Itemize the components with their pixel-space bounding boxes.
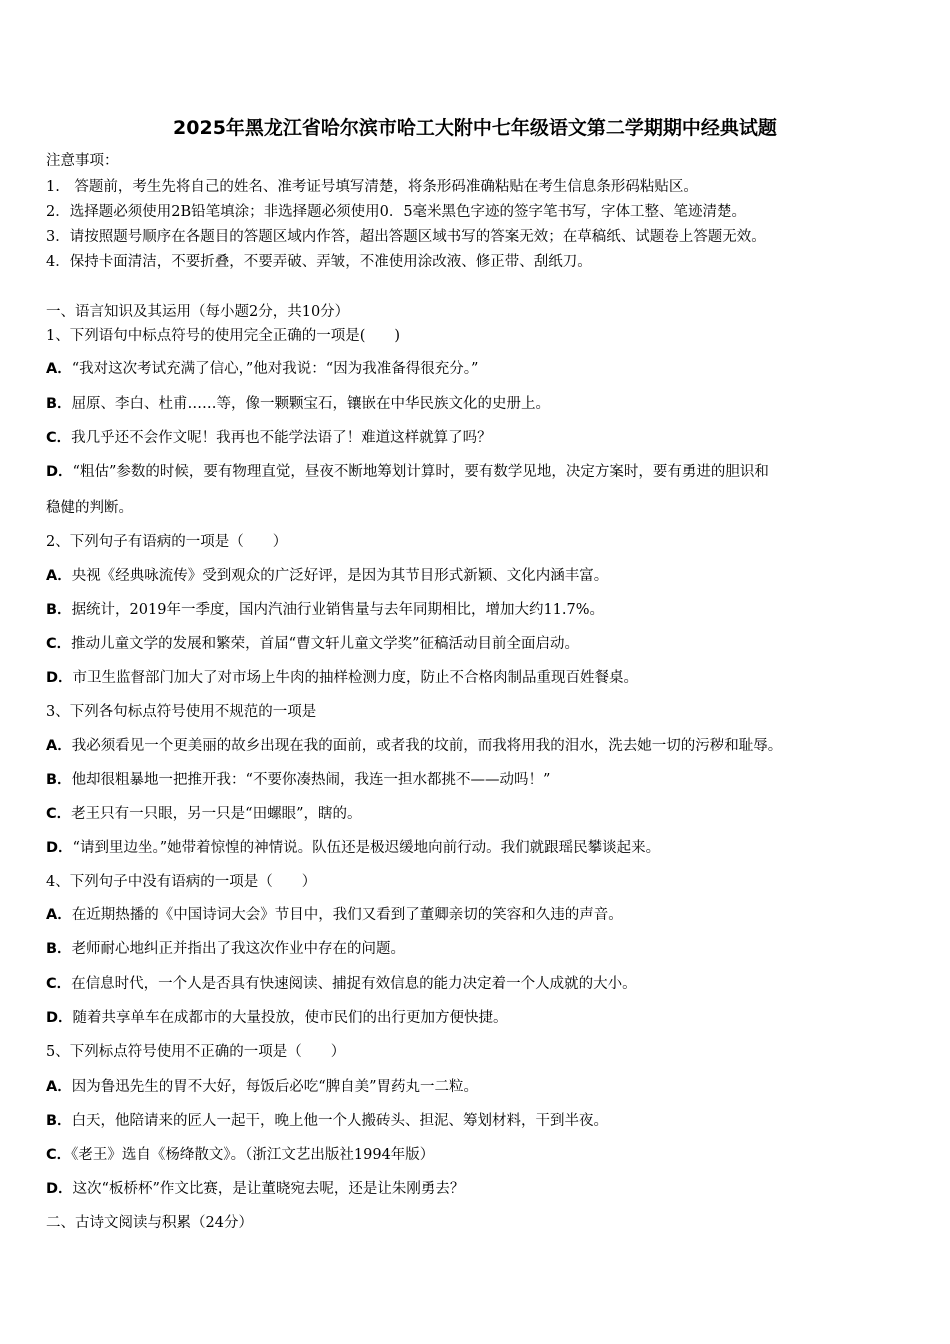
- notice-heading: 注意事项：: [46, 153, 119, 169]
- option-letter: D．: [46, 840, 73, 856]
- option-text: 《老王》选自《杨绛散文》。（浙江文艺出版社1994年版）: [71, 1147, 435, 1163]
- option-letter: C．: [46, 430, 72, 446]
- option-text: 随着共享单车在成都市的大量投放，使市民们的出行更加方便快捷。: [72, 1010, 508, 1026]
- option-letter: A．: [46, 1079, 72, 1095]
- option-text: 白天，他陪请来的匠人一起干，晚上他一个人搬砖头、担泥、筹划材料，干到半夜。: [71, 1113, 609, 1129]
- question-stem: 1、下列语句中标点符号的使用完全正确的一项是( ): [46, 328, 401, 344]
- option-text: “请到里边坐。”她带着惊惶的神情说。队伍还是极迟缓地向前行动。我们就跟瑶民攀谈起来。: [72, 840, 661, 856]
- option-letter: B．: [46, 772, 72, 788]
- option-letter: B．: [46, 396, 72, 412]
- section-heading: 二、古诗文阅读与积累（24分）: [46, 1215, 253, 1231]
- option-letter: A．: [46, 361, 72, 377]
- option-text: 央视《经典咏流传》受到观众的广泛好评，是因为其节目形式新颖、文化内涵丰富。: [71, 568, 609, 584]
- question-option: [46, 668, 638, 688]
- option-text: 老师耐心地纠正并指出了我这次作业中存在的问题。: [71, 941, 406, 957]
- option-letter: B．: [46, 602, 72, 618]
- option-letter: C．: [46, 1147, 72, 1163]
- option-text: 他却很粗暴地一把推开我：“不要你凑热闹，我连一担水都挑不——动吗！”: [71, 772, 551, 788]
- option-text: 因为鲁迅先生的胃不大好，每饭后必吃“脾自美”胃药丸一二粒。: [71, 1079, 479, 1095]
- option-letter: A．: [46, 907, 72, 923]
- question-option: [46, 736, 782, 756]
- page-title: 2025年黑龙江省哈尔滨市哈工大附中七年级语文第二学期期中经典试题: [173, 117, 777, 139]
- option-letter: D．: [46, 1010, 73, 1026]
- option-letter: B．: [46, 941, 72, 957]
- section-heading: 一、语言知识及其运用（每小题2分，共10分）: [46, 304, 350, 320]
- option-letter: C．: [46, 976, 72, 992]
- question-option: [46, 462, 769, 482]
- question-option: [46, 600, 604, 620]
- question-stem: 2、下列句子有语病的一项是（ ）: [46, 534, 288, 550]
- question-stem: 5、下列标点符号使用不正确的一项是（ ）: [46, 1044, 346, 1060]
- question-option: [46, 394, 550, 414]
- question-stem: 4、下列句子中没有语病的一项是（ ）: [46, 874, 317, 890]
- option-letter: A．: [46, 568, 72, 584]
- notice-item: 2．选择题必须使用2B铅笔填涂；非选择题必须使用0．5毫米黑色字迹的签字笔书写，字体工整、笔迹清楚。: [46, 204, 747, 220]
- option-letter: C．: [46, 806, 72, 822]
- option-letter: C．: [46, 636, 72, 652]
- option-letter: D．: [46, 464, 73, 480]
- option-letter: B．: [46, 1113, 72, 1129]
- option-text: “粗估”参数的时候，要有物理直觉，昼夜不断地筹划计算时，要有数学见地，决定方案时，要有勇进的胆识和: [72, 464, 769, 480]
- notice-item: 4．保持卡面清洁，不要折叠，不要弄破、弄皱，不准使用涂改液、修正带、刮纸刀。: [46, 254, 592, 270]
- question-option: [46, 566, 608, 586]
- question-option: [46, 905, 623, 925]
- option-continuation: 稳健的判断。: [46, 500, 133, 516]
- question-option: [46, 804, 361, 824]
- question-option: [46, 1145, 434, 1165]
- option-text: 我必须看见一个更美丽的故乡出现在我的面前，或者我的坟前，而我将用我的泪水，洗去她一切的污秽和耻辱。: [71, 738, 783, 754]
- question-option: [46, 1077, 478, 1097]
- option-text: 我几乎还不会作文呢！我再也不能学法语了！难道这样就算了吗？: [71, 430, 492, 446]
- option-text: 市卫生监督部门加大了对市场上牛肉的抽样检测力度，防止不合格肉制品重现百姓餐桌。: [72, 670, 639, 686]
- option-text: “我对这次考试充满了信心，”他对我说：“因为我准备得很充分。”: [71, 361, 479, 377]
- notice-item: 3．请按照题号顺序在各题目的答题区域内作答，超出答题区域书写的答案无效；在草稿纸、试题卷上答题无效。: [46, 229, 766, 245]
- option-text: 在近期热播的《中国诗词大会》节目中，我们又看到了董卿亲切的笑容和久违的声音。: [71, 907, 623, 923]
- option-letter: A．: [46, 738, 72, 754]
- option-text: 在信息时代，一个人是否具有快速阅读、捕捉有效信息的能力决定着一个人成就的大小。: [71, 976, 637, 992]
- question-stem: 3、下列各句标点符号使用不规范的一项是: [46, 704, 317, 720]
- notice-item: 1. 答题前，考生先将自己的姓名、准考证号填写清楚，将条形码准确粘贴在考生信息条形码粘贴区。: [46, 179, 698, 195]
- question-option: [46, 974, 637, 994]
- question-option: [46, 428, 492, 448]
- question-option: [46, 1179, 464, 1199]
- question-option: [46, 1111, 608, 1131]
- question-option: [46, 634, 579, 654]
- option-text: 据统计，2019年一季度，国内汽油行业销售量与去年同期相比，增加大约11.7%。: [71, 602, 605, 618]
- question-option: [46, 1008, 508, 1028]
- question-option: [46, 770, 550, 790]
- option-text: 这次“板桥杯”作文比赛，是让董晓宛去呢，还是让朱刚勇去？: [72, 1181, 465, 1197]
- option-text: 屈原、李白、杜甫……等，像一颗颗宝石，镶嵌在中华民族文化的史册上。: [71, 396, 551, 412]
- option-text: 老王只有一只眼，另一只是“田螺眼”，瞎的。: [71, 806, 362, 822]
- option-text: 推动儿童文学的发展和繁荣，首届“曹文轩儿童文学奖”征稿活动目前全面启动。: [71, 636, 579, 652]
- option-letter: D．: [46, 670, 73, 686]
- question-option: [46, 939, 405, 959]
- question-option: [46, 359, 478, 379]
- question-option: [46, 838, 660, 858]
- option-letter: D．: [46, 1181, 73, 1197]
